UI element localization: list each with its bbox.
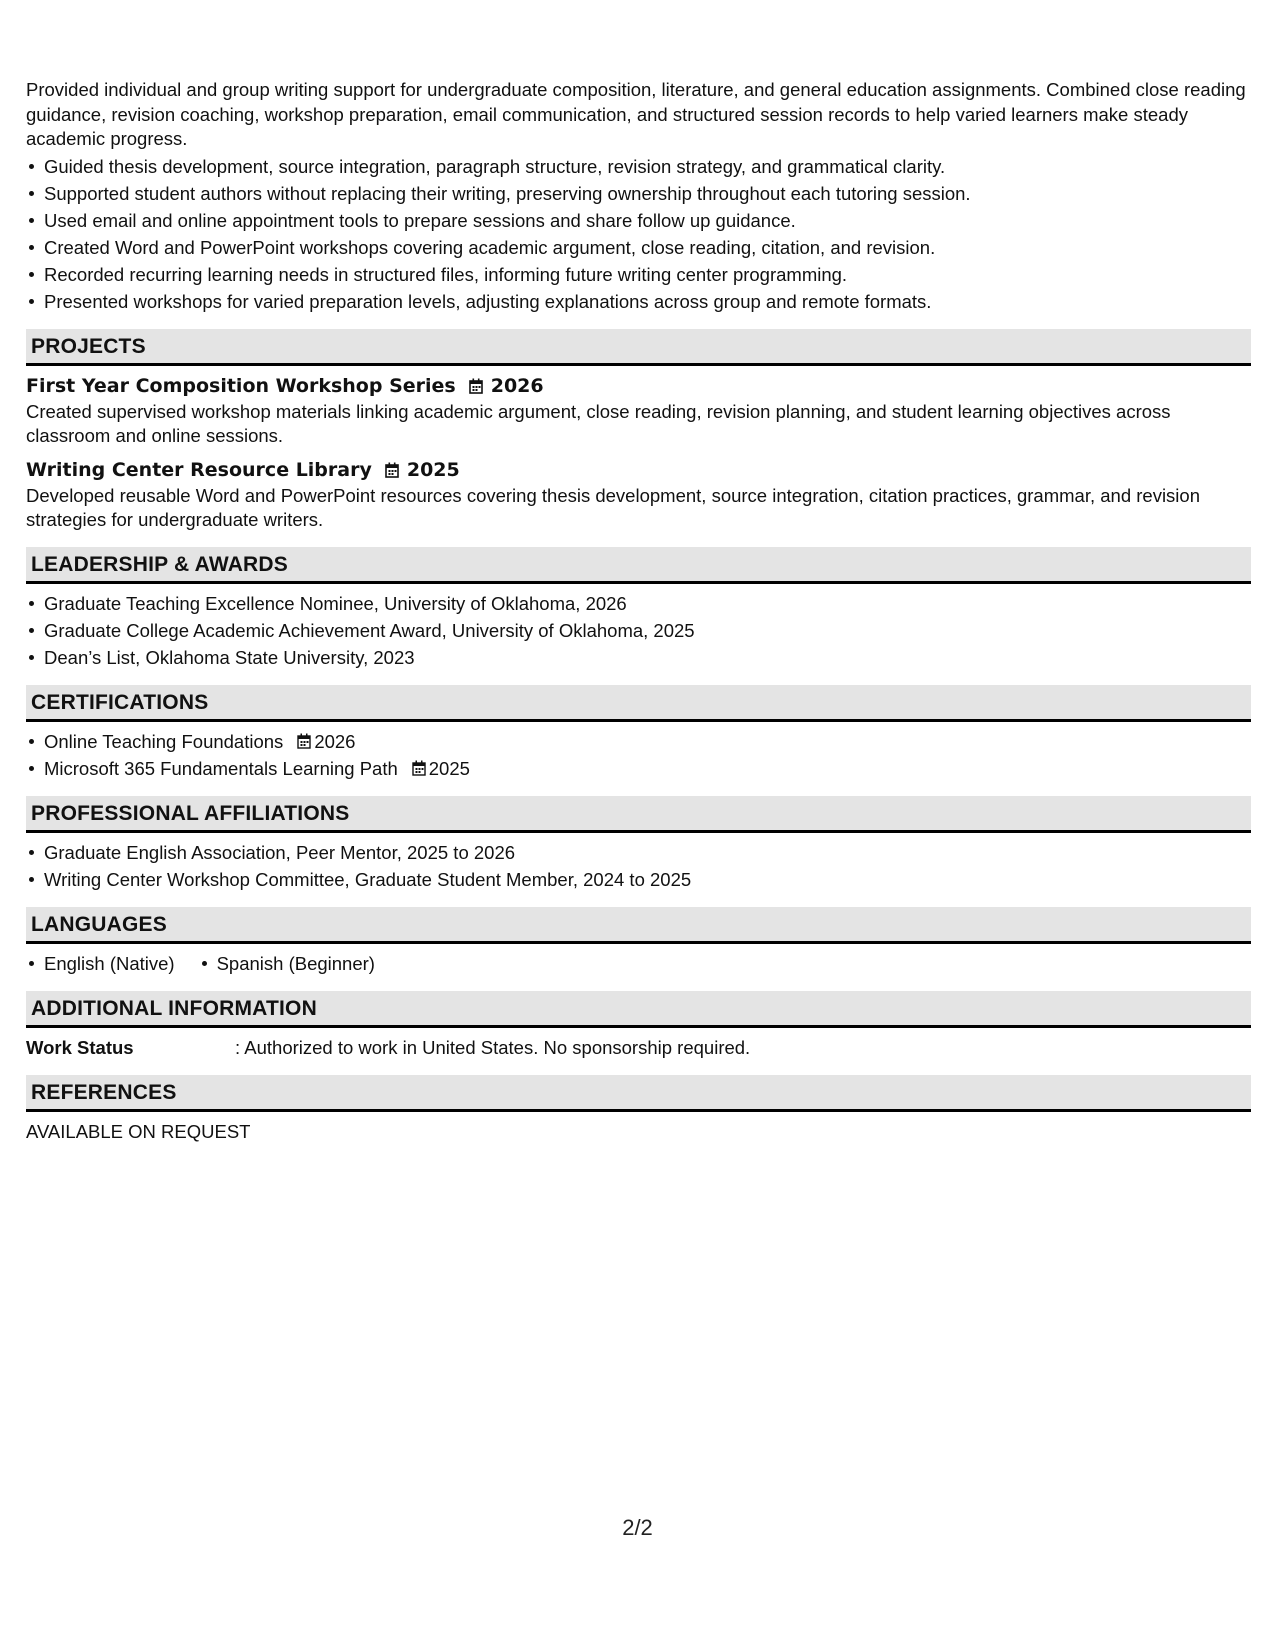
list-item xyxy=(44,728,1251,755)
section-heading: PROJECTS xyxy=(26,329,1251,366)
awards-list xyxy=(26,590,1251,671)
languages-list xyxy=(26,950,1251,977)
affiliations-section xyxy=(26,796,1251,893)
experience-summary: Provided individual and group writing support for undergraduate composition, literature, and general education assignments. Combined close reading guidance, revision coaching, workshop preparation, email communication, and structured session records to help varied learners make steady academic progress. xyxy=(26,79,1246,149)
language-item: English (Native) xyxy=(44,950,175,977)
certification-year: 2026 xyxy=(314,730,356,752)
list-item: Recorded recurring learning needs in structured files, informing future writing center programming. xyxy=(44,261,1251,288)
list-item: Guided thesis development, source integration, paragraph structure, revision strategy, and grammatical clarity. xyxy=(44,153,1251,180)
list-item: Used email and online appointment tools to prepare sessions and share follow up guidance. xyxy=(44,207,1251,234)
page-number: 2/2 xyxy=(622,1515,653,1540)
calendar-icon xyxy=(297,733,311,749)
references-section xyxy=(26,1075,1251,1145)
certification-year: 2025 xyxy=(428,757,470,779)
project-description: Developed reusable Word and PowerPoint resources covering thesis development, source integration, citation practices, grammar, and revision strategies for undergraduate writers. xyxy=(26,484,1200,530)
project-entry xyxy=(26,372,1251,449)
list-item: Writing Center Workshop Committee, Graduate Student Member, 2024 to 2025 xyxy=(44,866,1251,893)
certifications-section xyxy=(26,685,1251,782)
certification-name: Online Teaching Foundations xyxy=(44,730,284,752)
section-heading: LEADERSHIP & AWARDS xyxy=(26,547,1251,584)
list-item: Dean’s List, Oklahoma State University, 2023 xyxy=(44,644,1251,671)
certification-name: Microsoft 365 Fundamentals Learning Path xyxy=(44,757,398,779)
project-year: 2025 xyxy=(406,458,460,481)
project-description: Created supervised workshop materials linking academic argument, close reading, revision planning, and student learning objectives across classroom and online sessions. xyxy=(26,400,1171,446)
language-item: Spanish (Beginner) xyxy=(217,950,375,977)
work-status-label: Work Status xyxy=(26,1036,134,1058)
project-year: 2026 xyxy=(490,374,544,397)
project-title: First Year Composition Workshop Series xyxy=(26,374,456,397)
references-text: AVAILABLE ON REQUEST xyxy=(26,1120,251,1142)
experience-continuation xyxy=(26,78,1251,315)
section-heading: LANGUAGES xyxy=(26,907,1251,944)
languages-section xyxy=(26,907,1251,977)
section-heading: ADDITIONAL INFORMATION xyxy=(26,991,1251,1028)
section-heading: CERTIFICATIONS xyxy=(26,685,1251,722)
projects-section xyxy=(26,329,1251,533)
calendar-icon xyxy=(412,760,426,776)
list-item: Graduate College Academic Achievement Award, University of Oklahoma, 2025 xyxy=(44,617,1251,644)
list-item: Presented workshops for varied preparation levels, adjusting explanations across group and remote formats. xyxy=(44,288,1251,315)
calendar-icon xyxy=(469,378,483,394)
list-item: Supported student authors without replacing their writing, preserving ownership throughout each tutoring session. xyxy=(44,180,1251,207)
certifications-list xyxy=(26,728,1251,782)
calendar-icon xyxy=(385,462,399,478)
list-item xyxy=(44,755,1251,782)
additional-info-section xyxy=(26,991,1251,1061)
resume-page xyxy=(26,78,1251,1145)
project-title: Writing Center Resource Library xyxy=(26,458,372,481)
experience-bullets xyxy=(26,153,1251,315)
section-heading: PROFESSIONAL AFFILIATIONS xyxy=(26,796,1251,833)
work-status-row xyxy=(26,1034,1251,1061)
list-item: Created Word and PowerPoint workshops covering academic argument, close reading, citation, and revision. xyxy=(44,234,1251,261)
project-entry xyxy=(26,456,1251,533)
list-item: Graduate Teaching Excellence Nominee, University of Oklahoma, 2026 xyxy=(44,590,1251,617)
awards-section xyxy=(26,547,1251,671)
list-item: Graduate English Association, Peer Mentor, 2025 to 2026 xyxy=(44,839,1251,866)
work-status-value: : Authorized to work in United States. No sponsorship required. xyxy=(235,1036,751,1058)
affiliations-list xyxy=(26,839,1251,893)
section-heading: REFERENCES xyxy=(26,1075,1251,1112)
